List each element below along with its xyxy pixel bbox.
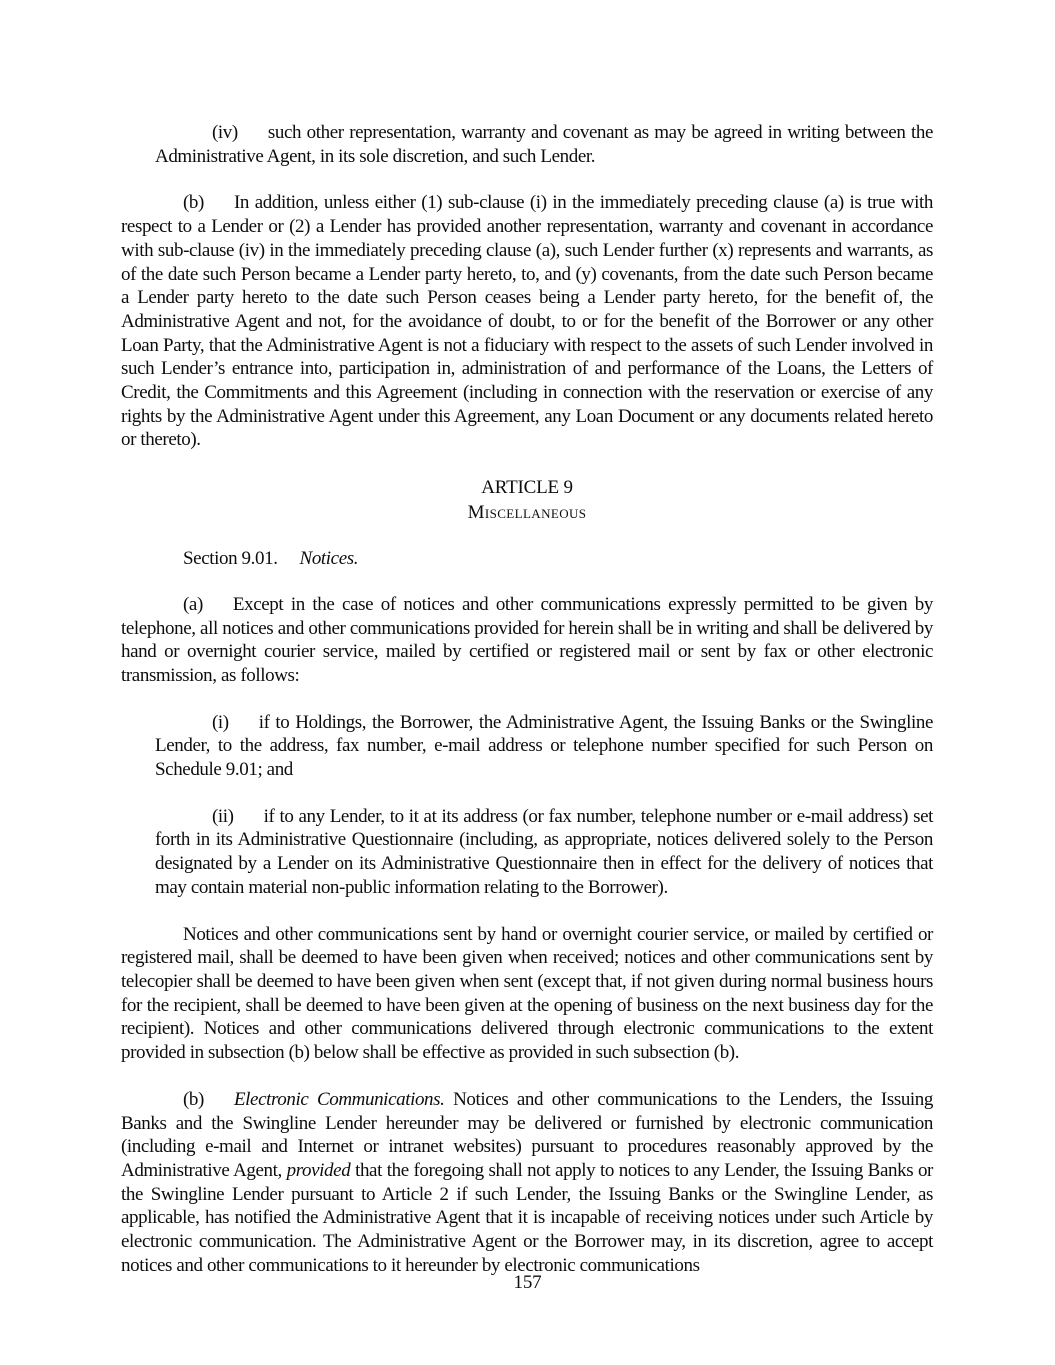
paragraph-b2-text-1: Notices and other communications to the Lenders, the Issuing Banks and the Swingline Lender hereunder may be delivered or furnished by electronic communication (including e-mail and Internet or intranet websites) pursuant to procedures reasonably approved by the Administrative Agent, bbox=[121, 1088, 934, 1181]
paragraph-notices-text: Notices and other communications sent by hand or overnight courier service, or mailed by certified or registered mail, shall be deemed to have been given when received; notices and other communications sent by telecopier shall be deemed to have been given when sent (except that, if not given during normal business hours for the recipient, shall be deemed to have been given at the opening of business on the next business day for the recipient). Notices and other communications delivered through electronic communications to the extent provided in subsection (b) below shall be effective as provided in such subsection (b). bbox=[121, 923, 933, 1064]
section-901-heading bbox=[121, 547, 933, 571]
clause-ii-text: if to any Lender, to it at its address (or fax number, telephone number or e-mail address) set forth in its Administrative Questionnaire (including, as appropriate, notices delivered solely to the Person designated by a Lender on its Administrative Questionnaire then in effect for the delivery of notices that may contain material non-public information relating to the Borrower). bbox=[155, 805, 933, 898]
paragraph-b2-title: Electronic Communications. bbox=[233, 1088, 445, 1110]
paragraph-b-electronic-communications bbox=[121, 1088, 933, 1278]
clause-i-label: (i) bbox=[212, 711, 229, 733]
clause-iv-text: such other representation, warranty and covenant as may be agreed in writing between the Administrative Agent, in its sole discretion, and such Lender. bbox=[155, 122, 933, 167]
page-number: 157 bbox=[513, 1272, 542, 1293]
paragraph-b-label: (b) bbox=[183, 192, 204, 214]
clause-iv-label: (iv) bbox=[212, 122, 238, 143]
paragraph-a-text: Except in the case of notices and other communications expressly permitted to be given by telephone, all notices and other communications provided for herein shall be in writing and shall be delivered by hand or overnight courier service, mailed by certified or registered mail or sent by fax or other electronic transmission, as follows: bbox=[121, 593, 933, 686]
paragraph-b2-provided: provided bbox=[286, 1159, 351, 1181]
article-subtitle: Miscellaneous bbox=[467, 502, 587, 524]
paragraph-clause-iv bbox=[155, 121, 933, 168]
paragraph-clause-ii bbox=[155, 805, 933, 900]
section-901-label: Section 9.01. bbox=[183, 548, 278, 570]
paragraph-b2-text-2: that the foregoing shall not apply to notices to any Lender, the Issuing Banks or the Swingline Lender pursuant to Article 2 if such Lender, the Issuing Banks or the Swingline Lender, as applicable, has notified the Administrative Agent that it is incapable of receiving notices under such Article by electronic communication. The Administrative Agent or the Borrower may, in its discretion, agree to accept notices and other communications to it hereunder by electronic communications bbox=[121, 1159, 933, 1276]
article-heading-block bbox=[121, 475, 933, 525]
section-901-title: Notices. bbox=[299, 548, 359, 570]
paragraph-a-label: (a) bbox=[183, 593, 203, 615]
paragraph-a-notices bbox=[121, 593, 933, 688]
clause-ii-label: (ii) bbox=[212, 805, 234, 827]
clause-i-text: if to Holdings, the Borrower, the Administrative Agent, the Issuing Banks or the Swingline Lender, to the address, fax number, e-mail address or telephone number specified for such Person on Schedule 9.01; and bbox=[155, 711, 933, 781]
paragraph-b2-label: (b) bbox=[183, 1088, 204, 1110]
paragraph-b-text: In addition, unless either (1) sub-clause (i) in the immediately preceding clause (a) is true with respect to a Lender or (2) a Lender has provided another representation, warranty and covenant in accordance with sub-clause (iv) in the immediately preceding clause (a), such Lender further (x) represents and warrants, as of the date such Person became a Lender party hereto, to, and (y) covenants, from the date such Person became a Lender party hereto to the date such Person ceases being a Lender party hereto, for the benefit of, the Administrative Agent and not, for the avoidance of doubt, to or for the benefit of the Borrower or any other Loan Party, that the Administrative Agent is not a fiduciary with respect to the assets of such Lender involved in such Lender’s entrance into, participation in, administration of and performance of the Loans, the Letters of Credit, the Commitments and this Agreement (including in connection with the reservation or exercise of any rights by the Administrative Agent under this Agreement, any Loan Document or any documents related hereto or thereto). bbox=[121, 192, 933, 451]
paragraph-clause-i bbox=[155, 711, 933, 782]
paragraph-notices-delivery bbox=[121, 923, 933, 1065]
paragraph-b-representation bbox=[121, 191, 933, 452]
article-title: ARTICLE 9 bbox=[481, 477, 573, 499]
